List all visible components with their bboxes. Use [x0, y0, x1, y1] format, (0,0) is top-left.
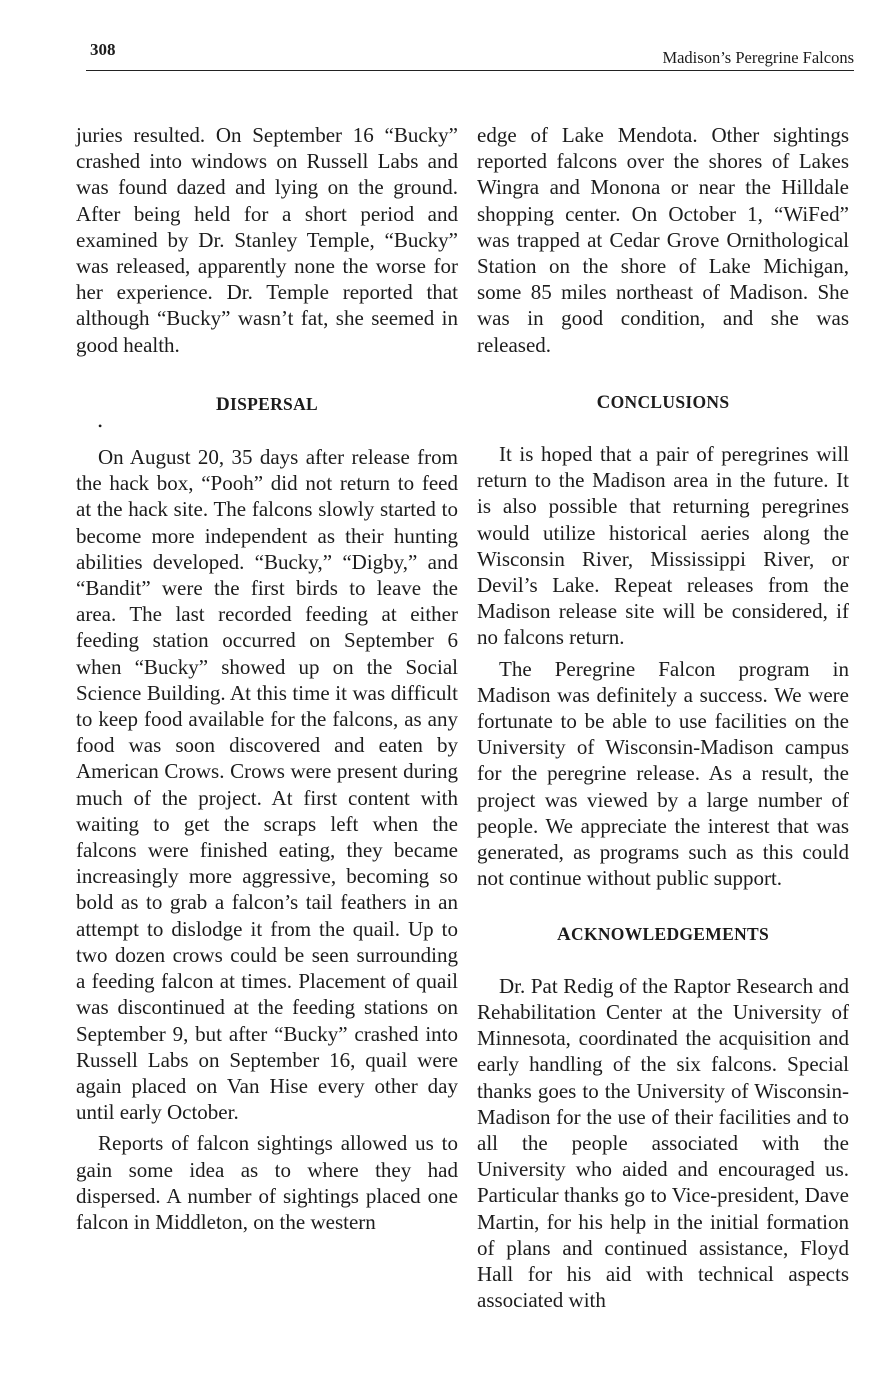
- dispersal-paragraph-2: Reports of falcon sightings allowed us to gain some idea as to where they had dispersed. A number of sightings placed one falcon in Middleton, on the western: [76, 1131, 458, 1234]
- acknowledgements-heading: ACKNOWLEDGEMENTS: [556, 924, 770, 946]
- page-number: 308: [90, 40, 116, 59]
- dispersal-paragraph-1: On August 20, 35 days after release from the hack box, “Pooh” did not return to feed at the hack site. The falcons slowly started to become more independent as their hunting abilities developed. “Bucky,” “Digby,” and “Bandit” were the first birds to leave the area. The last recorded feeding at either feeding station occurred on September 6 when “Bucky” showed up on the Social Science Building. At this time it was difficult to keep food available for the falcons, as any food was soon discovered and eaten by American Crows. Crows were present during much of the project. At first content with waiting to get the scraps left when the falcons were finished eating, they became increasingly more aggressive, becoming so bold as to grab a falcon’s tail feathers in an attempt to dislodge it from the quail. Up to two dozen crows could be seen surrounding a feeding falcon at times. Placement of quail was discontinued at the feeding stations on September 9, but after “Bucky” crashed into Russell Labs on September 16, quail were again placed on Van Hise every other day until early October.: [76, 445, 458, 1125]
- conclusions-paragraph-1: It is hoped that a pair of peregrines will return to the Madison area in the future. It is also possible that returning peregrines would utilize historical aeries along the Wisconsin River, Mississippi River, or Devil’s Lake. Repeat releases from the Madison release site will be considered, if no falcons return.: [477, 442, 849, 650]
- left-column: [76, 122, 458, 1235]
- acknowledgements-paragraph: Dr. Pat Redig of the Raptor Research and Rehabilitation Center at the University of Minnesota, coordinated the acquisition and early handling of the six falcons. Special thanks goes to the University of Wisconsin-Madison for the use of their facilities and to all the people associated with the University who aided and encouraged us. Particular thanks go to Vice-president, Dave Martin, for his help in the initial formation of plans and continued assistance, Floyd Hall for his aid with technical aspects associated with: [477, 973, 849, 1313]
- dispersal-heading: DISPERSAL: [215, 393, 319, 415]
- right-column: [477, 122, 849, 1313]
- running-title: Madison’s Peregrine Falcons: [662, 48, 854, 67]
- stray-mark: •: [98, 419, 103, 434]
- continued-paragraph: edge of Lake Mendota. Other sightings reported falcons over the shores of Lakes Wingra and Monona or near the Hilldale shopping center. On October 1, “WiFed” was trapped at Cedar Grove Ornithological Station on the shore of Lake Michigan, some 85 miles northeast of Madison. She was in good condition, and she was released.: [477, 123, 849, 357]
- conclusions-heading: CONCLUSIONS: [596, 391, 730, 413]
- continued-paragraph: juries resulted. On September 16 “Bucky” crashed into windows on Russell Labs and was found dazed and lying on the ground. After being held for a short period and examined by Dr. Stanley Temple, “Bucky” was released, apparently none the worse for her experience. Dr. Temple reported that although “Bucky” wasn’t fat, she seemed in good health.: [76, 123, 458, 357]
- conclusions-paragraph-2: The Peregrine Falcon program in Madison was definitely a success. We were fortunate to be able to use facilities on the University of Wisconsin-Madison campus for the peregrine release. As a result, the project was viewed by a large number of people. We appreciate the interest that was generated, as programs such as this could not continue without public support.: [477, 656, 849, 891]
- page-header: [86, 38, 854, 71]
